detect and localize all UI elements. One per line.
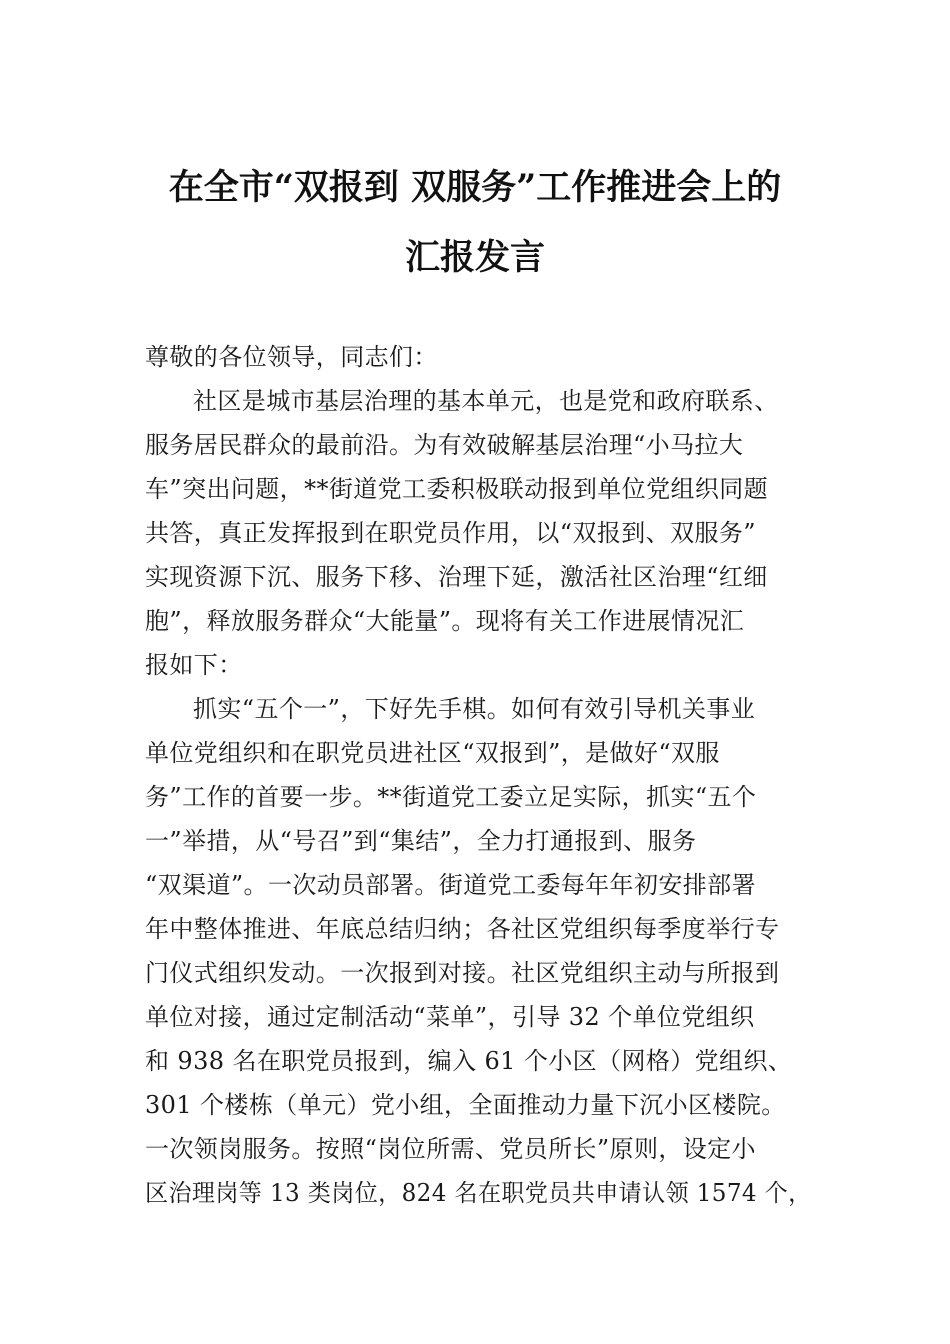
- paragraph-1-line: 社区是城市基层治理的基本单元，也是党和政府联系、: [193, 387, 779, 415]
- paragraph-1-line: 车”突出问题，**街道党工委积极联动报到单位党组织同题: [145, 475, 769, 503]
- paragraph-2-line: “双渠道”。一次动员部署。街道党工委每年年初安排部署: [145, 871, 756, 899]
- paragraph-2-line: 301 个楼栋（单元）党小组，全面推动力量下沉小区楼院。: [145, 1091, 786, 1119]
- paragraph-1-line: 报如下：: [145, 651, 243, 679]
- paragraph-1-line: 实现资源下沉、服务下移、治理下延，激活社区治理“红细: [145, 563, 768, 591]
- document-title-line-2: 汇报发言: [404, 237, 545, 278]
- paragraph-2-line: 区治理岗等 13 类岗位，824 名在职党员共申请认领 1574 个，: [145, 1179, 812, 1207]
- salutation: 尊敬的各位领导，同志们：: [145, 343, 438, 371]
- paragraph-2-line: 门仪式组织发动。一次报到对接。社区党组织主动与所报到: [145, 959, 780, 987]
- paragraph-1-line: 服务居民群众的最前沿。为有效破解基层治理“小马拉大: [145, 431, 744, 459]
- paragraph-2-line: 一”举措，从“号召”到“集结”，全力打通报到、服务: [145, 827, 697, 855]
- document-title-line-1: 在全市“双报到 双服务”工作推进会上的: [168, 167, 782, 208]
- paragraph-1-line: 共答，真正发挥报到在职党员作用，以“双报到、双服务”: [145, 519, 756, 547]
- paragraph-2-line: 抓实“五个一”，下好先手棋。如何有效引导机关事业: [193, 695, 756, 723]
- paragraph-2-line: 务”工作的首要一步。**街道党工委立足实际，抓实“五个: [145, 783, 757, 811]
- paragraph-2-line: 单位党组织和在职党员进社区“双报到”，是做好“双服: [145, 739, 720, 767]
- paragraph-2-line: 单位对接，通过定制活动“菜单”，引导 32 个单位党组织: [145, 1003, 755, 1031]
- paragraph-2-line: 和 938 名在职党员报到，编入 61 个小区（网格）党组织、: [145, 1047, 793, 1075]
- paragraph-1-line: 胞”，释放服务群众“大能量”。现将有关工作进展情况汇: [145, 607, 745, 635]
- paragraph-2-line: 年中整体推进、年底总结归纳；各社区党组织每季度举行专: [145, 915, 780, 943]
- paragraph-2-line: 一次领岗服务。按照“岗位所需、党员所长”原则，设定小: [145, 1135, 756, 1163]
